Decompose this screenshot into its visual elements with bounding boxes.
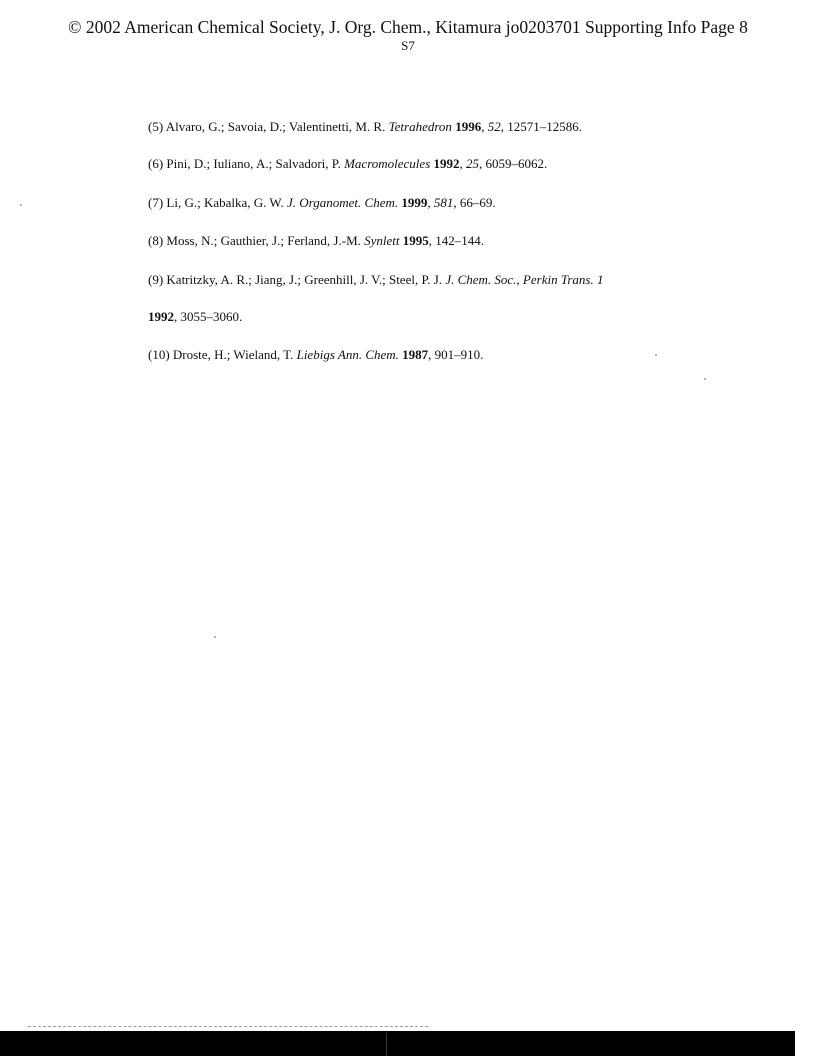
reference-8-journal: Synlett — [364, 233, 400, 248]
reference-10-journal: Liebigs Ann. Chem. — [296, 347, 399, 362]
reference-9-year: 1992 — [148, 309, 174, 324]
reference-5-journal: Tetrahedron — [388, 119, 452, 134]
reference-5: (5) Alvaro, G.; Savoia, D.; Valentinetti, M. R. Tetrahedron 1996, 52, 12571–12586. — [148, 119, 582, 134]
reference-7: (7) Li, G.; Kabalka, G. W. J. Organomet. Chem. 1999, 581, 66–69. — [148, 195, 496, 210]
reference-8-pages: , 142–144. — [428, 233, 485, 248]
reference-9-journal: J. Chem. Soc., Perkin Trans. 1 — [445, 272, 604, 287]
reference-5-volume: 52 — [487, 119, 501, 134]
scan-speck — [214, 636, 216, 638]
copyright-header: © 2002 American Chemical Society, J. Org. Chem., Kitamura jo0203701 Supporting Info Page 8 — [68, 17, 748, 37]
reference-7-volume: 581 — [433, 195, 454, 210]
reference-6-authors: (6) Pini, D.; Iuliano, A.; Salvadori, P. — [148, 156, 345, 171]
reference-6-journal: Macromolecules — [344, 156, 431, 171]
scan-speck — [20, 204, 22, 206]
reference-9-authors: (9) Katritzky, A. R.; Jiang, J.; Greenhill, J. V.; Steel, P. J. — [148, 272, 446, 287]
page-number: S7 — [401, 38, 415, 53]
reference-5-authors: (5) Alvaro, G.; Savoia, D.; Valentinetti, M. R. — [148, 119, 389, 134]
reference-7-pages: , 66–69. — [453, 195, 496, 210]
scan-artifact-line — [28, 1026, 428, 1027]
reference-10-authors: (10) Droste, H.; Wieland, T. — [148, 347, 297, 362]
reference-9-pages: , 3055–3060. — [174, 309, 243, 324]
reference-10 — [148, 346, 483, 363]
reference-8-year: 1995 — [402, 233, 429, 248]
scan-speck — [704, 378, 706, 380]
reference-10-pages: , 901–910. — [428, 347, 484, 362]
reference-6-volume: 25 — [466, 156, 480, 171]
reference-7-year: 1999 — [401, 195, 428, 210]
reference-6-pages: , 6059–6062. — [479, 156, 548, 171]
reference-8 — [148, 232, 484, 249]
reference-5-year: 1996 — [455, 119, 482, 134]
reference-9-continuation — [148, 308, 242, 325]
reference-7-authors: (7) Li, G.; Kabalka, G. W. — [148, 195, 288, 210]
scan-border-band — [0, 1031, 795, 1056]
reference-6: (6) Pini, D.; Iuliano, A.; Salvadori, P. Macromolecules 1992, 25, 6059–6062. — [148, 156, 548, 171]
reference-7-journal: J. Organomet. Chem. — [287, 195, 399, 210]
reference-10-year: 1987 — [402, 347, 429, 362]
reference-5-pages: , 12571–12586. — [500, 119, 582, 134]
scan-speck — [655, 354, 657, 356]
scan-border-tick — [386, 1033, 387, 1056]
reference-8-authors: (8) Moss, N.; Gauthier, J.; Ferland, J.-M. — [148, 233, 365, 248]
reference-9 — [148, 271, 603, 288]
reference-6-year: 1992 — [433, 156, 460, 171]
